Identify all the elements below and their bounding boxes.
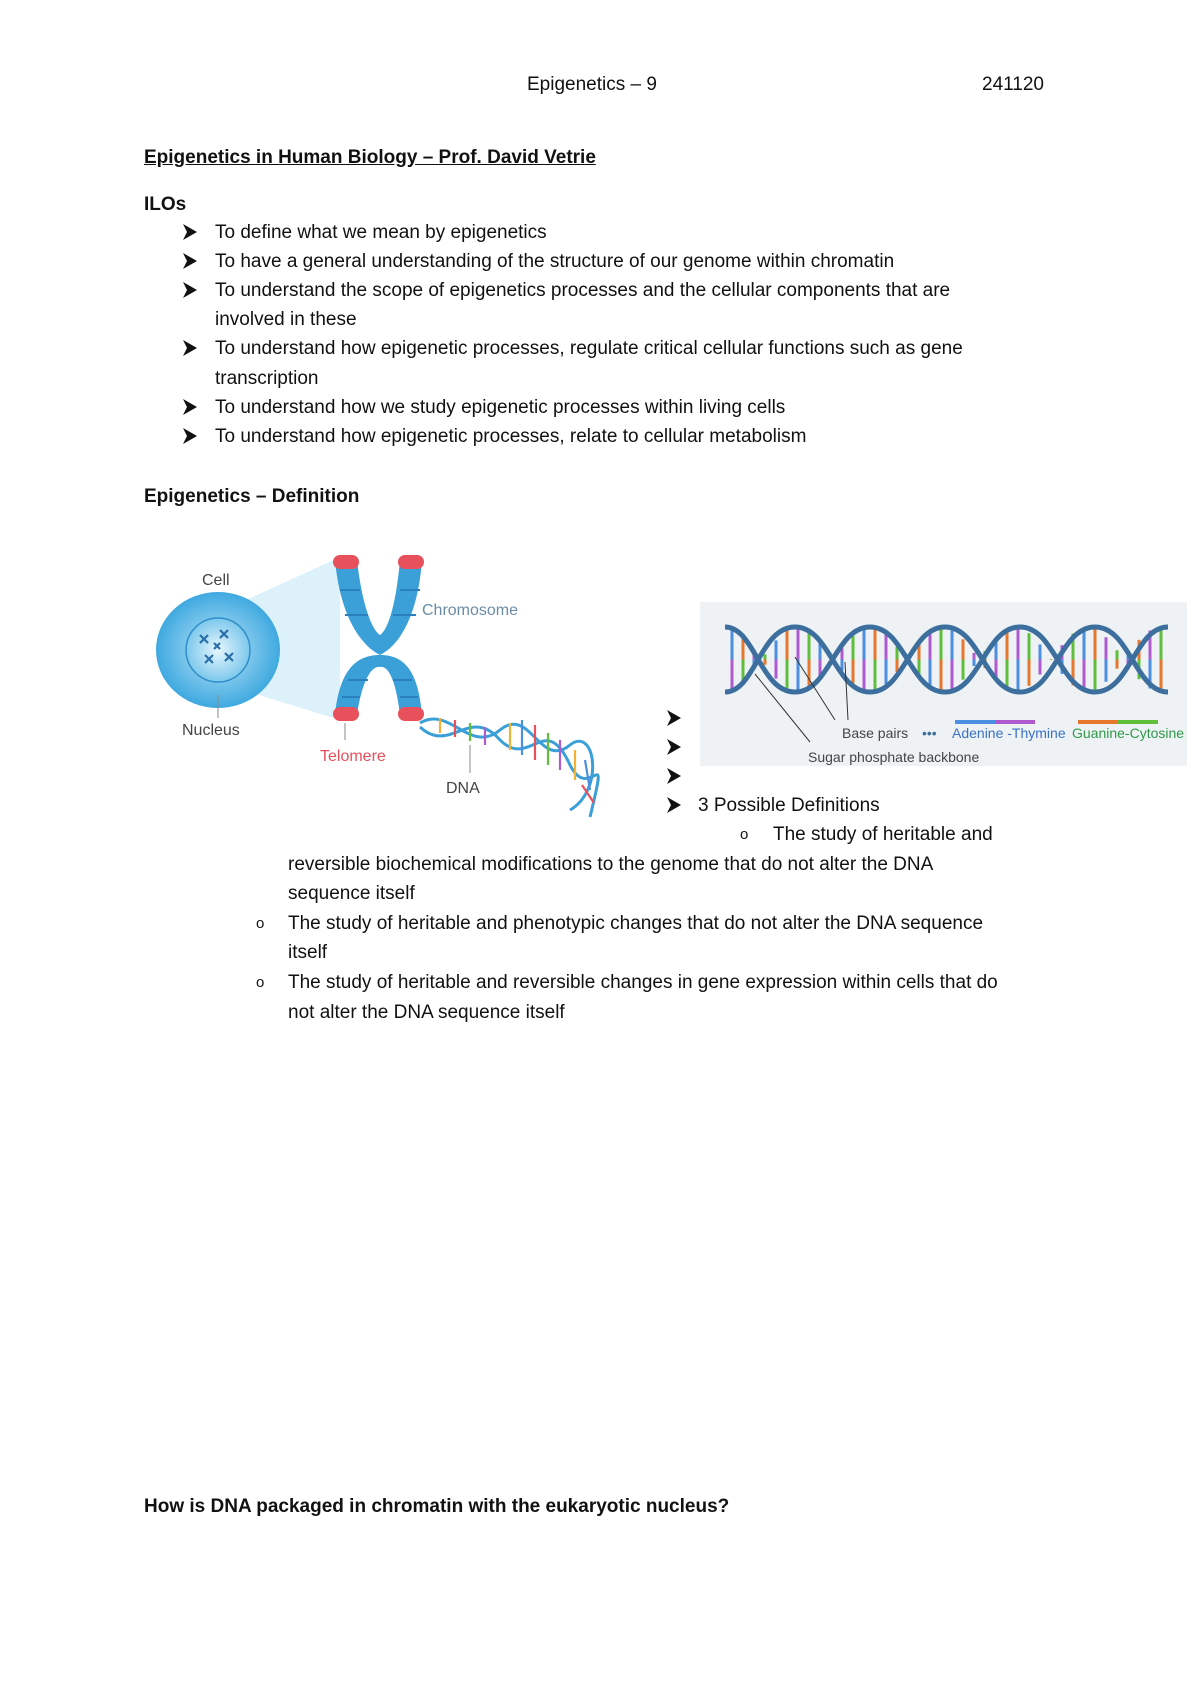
definition-1-line-1: The study of heritable and bbox=[773, 824, 993, 845]
telomere-label: Telomere bbox=[320, 748, 386, 765]
ilo-item-4: To understand how epigenetic processes, regulate critical cellular functions such as gene bbox=[215, 338, 963, 359]
possible-definitions-label: 3 Possible Definitions bbox=[698, 795, 880, 816]
definition-3-line-1: The study of heritable and reversible changes in gene expression within cells that do bbox=[288, 972, 998, 993]
nucleus-label: Nucleus bbox=[182, 722, 240, 739]
definition-3-line-2: not alter the DNA sequence itself bbox=[288, 1002, 565, 1023]
ilo-item-5: To understand how we study epigenetic processes within living cells bbox=[215, 397, 786, 418]
header-code: 241120 bbox=[982, 74, 1044, 95]
bullet-arrow-icon bbox=[666, 767, 682, 785]
sub-bullet: o bbox=[740, 826, 749, 843]
bullet-arrow-icon bbox=[182, 223, 198, 241]
legend-dots: ••• bbox=[922, 725, 937, 741]
dna-label: DNA bbox=[446, 780, 480, 797]
ilo-item-3-cont: involved in these bbox=[215, 309, 357, 330]
adenine-thymine-label: Adenine -Thymine bbox=[952, 725, 1066, 741]
bullet-arrow-icon bbox=[666, 709, 682, 727]
base-pairs-label: Base pairs bbox=[842, 725, 909, 741]
ilo-item-1: To define what we mean by epigenetics bbox=[215, 222, 547, 243]
header-title: Epigenetics – 9 bbox=[527, 74, 657, 95]
chromosome-icon bbox=[333, 555, 424, 721]
nucleus-icon bbox=[186, 618, 250, 682]
bullet-arrow-icon bbox=[666, 796, 682, 814]
ilo-item-3: To understand the scope of epigenetics processes and the cellular components that are bbox=[215, 280, 951, 301]
definition-2-line-1: The study of heritable and phenotypic changes that do not alter the DNA sequence bbox=[288, 913, 984, 934]
ilo-item-6: To understand how epigenetic processes, relate to cellular metabolism bbox=[215, 426, 807, 447]
dna-helix-icon bbox=[420, 718, 598, 817]
bullet-arrow-icon bbox=[182, 427, 198, 445]
cell-chromosome-figure bbox=[150, 555, 630, 830]
dna-base-pairs-figure bbox=[700, 602, 1187, 766]
lecture-title: Epigenetics in Human Biology – Prof. David Vetrie bbox=[144, 147, 596, 168]
ilo-item-2: To have a general understanding of the structure of our genome within chromatin bbox=[215, 251, 895, 272]
next-section-heading: How is DNA packaged in chromatin with the eukaryotic nucleus? bbox=[144, 1496, 730, 1517]
bullet-arrow-icon bbox=[182, 252, 198, 270]
backbone-label: Sugar phosphate backbone bbox=[808, 749, 980, 765]
definition-1-line-2: reversible biochemical modifications to the genome that do not alter the DNA bbox=[288, 854, 934, 875]
bullet-arrow-icon bbox=[182, 281, 198, 299]
bullet-arrow-icon bbox=[666, 738, 682, 756]
sub-bullet: o bbox=[256, 974, 265, 991]
bullet-arrow-icon bbox=[182, 398, 198, 416]
cell-label: Cell bbox=[202, 572, 230, 589]
ilos-heading: ILOs bbox=[144, 194, 187, 215]
definition-2-line-2: itself bbox=[288, 942, 328, 963]
ilo-item-4-cont: transcription bbox=[215, 368, 319, 389]
bullet-arrow-icon bbox=[182, 339, 198, 357]
chromosome-label: Chromosome bbox=[422, 602, 519, 619]
guanine-cytosine-label: Guanine-Cytosine bbox=[1072, 725, 1185, 741]
definition-heading: Epigenetics – Definition bbox=[144, 486, 360, 507]
sub-bullet: o bbox=[256, 915, 265, 932]
definition-1-line-3: sequence itself bbox=[288, 883, 415, 904]
